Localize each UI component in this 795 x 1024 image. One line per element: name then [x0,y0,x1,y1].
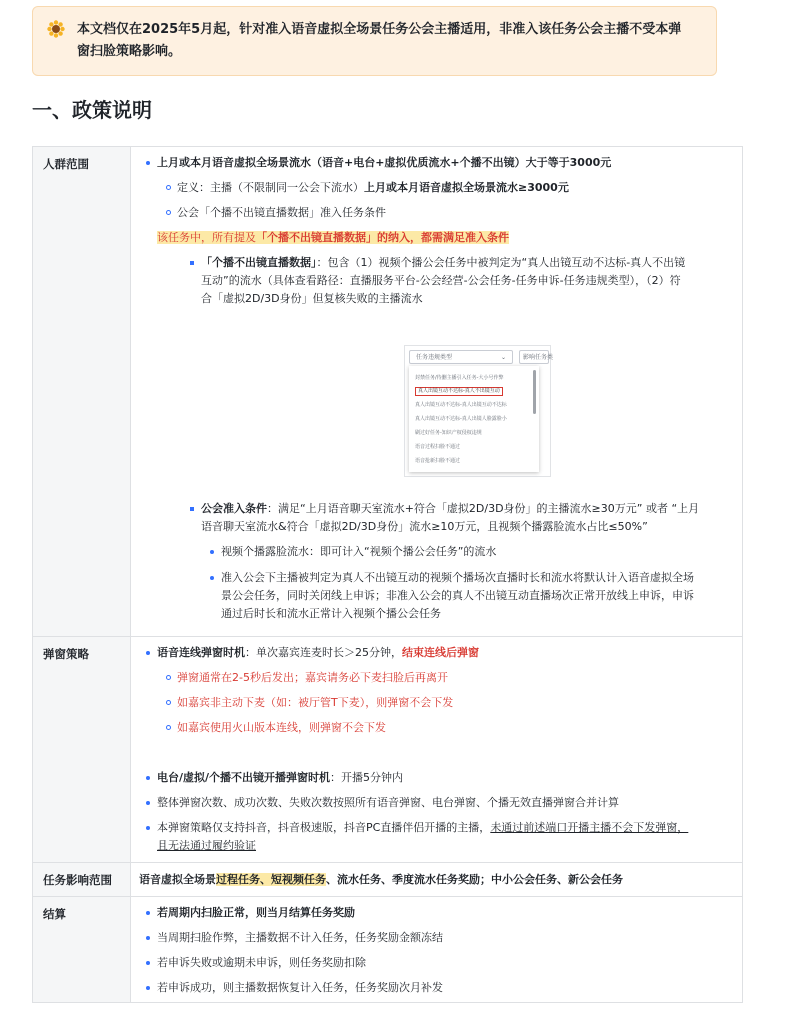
list-item [201,254,685,272]
embedded-screenshot [404,345,554,477]
dropdown-option: 语音抢新扫脸不通过 [415,458,461,464]
notice-callout [32,6,717,76]
row-settle [33,897,743,1003]
row-content [131,147,743,637]
list-item: 如嘉宾非主动下麦（如：被厅管T下麦），则弹窗不会下发 [177,694,453,712]
list-item-continuation: 通过后时长和流水正常计入视频个播公会任务 [221,607,441,620]
row-label: 任务影响范围 [33,863,131,897]
section-title: 一、政策说明 [32,98,152,122]
scrollbar [533,370,536,414]
row-popup [33,637,743,863]
list-item-continuation: 且无法通过履约验证 [157,839,256,852]
list-item-emphasis: 上月或本月语音虚拟全场景流水≥3000元 [364,181,569,194]
list-item: 若申诉成功，则主播数据恢复计入任务，任务奖励次月补发 [157,979,443,997]
dropdown-option: 真人出镜互动不达标-真人出镜互动不达标 [415,402,507,408]
list-item: 若申诉失败或逾期未申诉，则任务奖励扣除 [157,954,366,972]
dropdown-option: 刷过好任务-知识产权侵权违规 [415,430,482,436]
list-item [201,500,699,518]
list-item-emphasis: 「个播不出镜直播数据」 [201,256,317,269]
sunflower-icon [47,20,65,38]
list-item: 上月或本月语音虚拟全场景流水（语音+电台+虚拟优质流水+个播不出镜）大于等于3000元 [157,154,611,172]
list-item-continuation: 景公会任务，同时关闭线上申诉；非准入公会的真人不出镜互动直播场次正常开放线上申诉，申诉 [221,589,694,602]
dropdown-option: 语音过程扫脸不通过 [415,444,461,450]
list-item: 准入公会下主播被判定为真人不出镜互动的视频个播场次直播时长和流水将默认计入语音虚拟全场 [221,569,694,587]
row-crowd [33,147,743,637]
chevron-down-icon: ⌄ [500,354,506,361]
violation-type-select [409,350,513,364]
list-item: 弹窗通常在2-5秒后发出；嘉宾请务必下麦扫脸后再离开 [177,669,448,687]
dropdown-option-highlighted: 真人出镜互动不达标-真人不出镜互动 [415,387,503,396]
scope-text [139,871,623,889]
scope-text-highlight: 过程任务、短视频任务 [216,873,326,886]
list-item: 整体弹窗次数、成功次数、失败次数按照所有语音弹窗、电台弹窗、个播无效直播弹窗合并计算 [157,794,619,812]
scope-text-a: 语音虚拟全场景 [139,873,216,886]
highlight-note [157,229,509,247]
list-item-text: ：满足“上月语音聊天室流水+符合「虚拟2D/3D身份」的主播流水≥30万元” 或者 “上月 [267,502,700,515]
list-item [157,819,688,837]
list-item-emphasis: 语音连线弹窗时机 [157,646,245,659]
highlight-text-bold: 「个播不出镜直播数据」的纳入，都需满足准入条件 [256,231,509,244]
dropdown-option: 真人出镜互动不达标-真人出镜人脸露脸小 [415,416,507,422]
impact-filter: 影响任务类 [519,350,549,364]
list-item-text: ：单次嘉宾连麦时长＞25分钟， [245,646,402,659]
list-item-continuation: 语音聊天室流水&符合「虚拟2D/3D身份」流水≥10万元，且视频个播露脸流水占比≤50%” [201,520,648,533]
row-content [131,897,743,1003]
dropdown-menu [409,366,539,472]
list-item-underlined: 未通过前述端口开播主播不会下发弹窗， [490,821,689,834]
list-item-continuation: 合「虚拟2D/3D身份」但复核失败的主播流水 [201,292,423,305]
row-label: 弹窗策略 [33,637,131,863]
list-item-red: 结束连线后弹窗 [402,646,479,659]
highlight-text: 该任务中，所有提及 [157,231,256,244]
list-item-emphasis: 电台/虚拟/个播不出镜开播弹窗时机 [157,771,331,784]
list-item: 若周期内扫脸正常，则当月结算任务奖励 [157,904,355,922]
list-item: 如嘉宾使用火山版本连线，则弹窗不会下发 [177,719,386,737]
list-item-emphasis: 公会准入条件 [201,502,267,515]
row-label: 结算 [33,897,131,1003]
row-content [131,863,743,897]
list-item: 公会「个播不出镜直播数据」准入任务条件 [177,204,386,222]
list-item-continuation: 互动”的流水（具体查看路径：直播服务平台-公会经营-公会任务-任务申诉-任务违规类型），（2）符 [201,274,681,287]
policy-table [32,146,743,1003]
list-item [157,769,403,787]
list-item-text: 定义：主播（不限制同一公会下流水） [177,181,364,194]
list-item [177,179,569,197]
notice-line-1: 本文档仅在2025年5月起，针对准入语音虚拟全场景任务公会主播适用，非准入该任务公会主播不受本弹 [77,22,682,37]
list-item: 当周期扫脸作弊，主播数据不计入任务，任务奖励金额冻结 [157,929,443,947]
dropdown-option: 封禁任务/待删主播引入任务-大小号作弊 [415,375,504,381]
row-scope [33,863,743,897]
scope-text-c: 、流水任务、季度流水任务奖励；中小公会任务、新公会任务 [326,873,623,886]
list-item [157,644,479,662]
list-item-text: 本弹窗策略仅支持抖音，抖音极速版，抖音PC直播伴侣开播的主播， [157,821,491,834]
select-label: 任务违规类型 [416,354,453,361]
notice-line-2: 窗扫脸策略影响。 [77,44,182,59]
row-label: 人群范围 [33,147,131,637]
row-content [131,637,743,863]
list-item: 视频个播露脸流水：即可计入“视频个播公会任务”的流水 [221,543,496,561]
list-item-text: ：包含（1）视频个播公会任务中被判定为“真人出镜互动不达标-真人不出镜 [316,256,686,269]
list-item-text: ：开播5分钟内 [330,771,404,784]
